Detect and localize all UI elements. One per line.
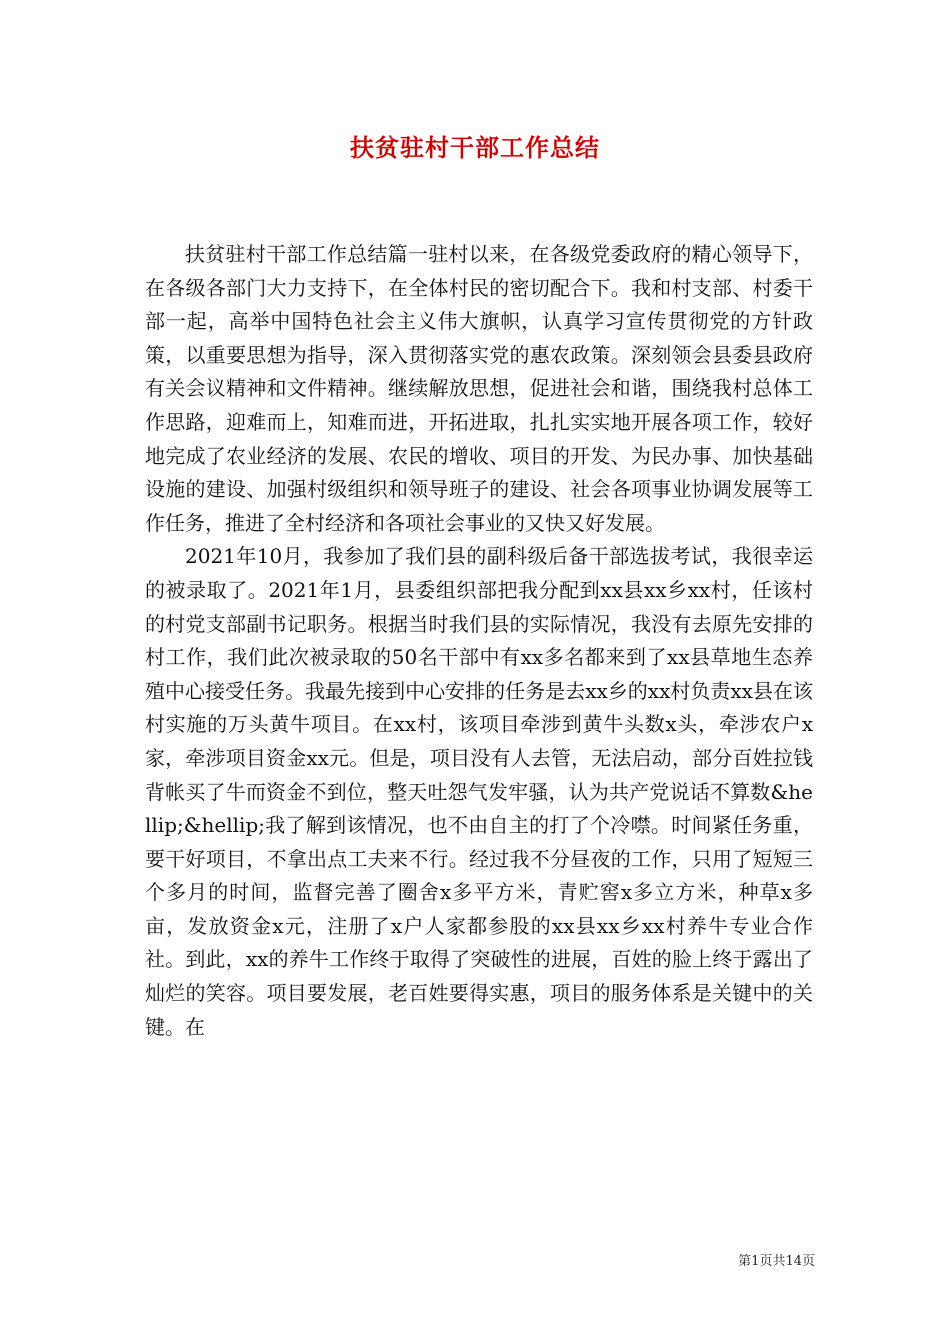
document-body (145, 238, 813, 1044)
paragraph-1: 扶贫驻村干部工作总结篇一驻村以来，在各级党委政府的精心领导下，在各级各部门大力支持下，在全体村民的密切配合下。我和村支部、村委干部一起，高举中国特色社会主义伟大旗帜，认真学习宣传贯彻党的方针政策，以重要思想为指导，深入贯彻落实党的惠农政策。深刻领会县委县政府有关会议精神和文件精神。继续解放思想，促进社会和谐，围绕我村总体工作思路，迎难而上，知难而进，开拓进取，扎扎实实地开展各项工作，较好地完成了农业经济的发展、农民的增收、项目的开发、为民办事、加快基础设施的建设、加强村级组织和领导班子的建设、社会各项事业协调发展等工作任务，推进了全村经济和各项社会事业的又快又好发展。 (145, 242, 813, 535)
paragraph-2: 2021年10月，我参加了我们县的副科级后备干部选拔考试，我很幸运的被录取了。2021年1月，县委组织部把我分配到xx县xx乡xx村，任该村的村党支部副书记职务。根据当时我们县的实际情况，我没有去原先安排的村工作，我们此次被录取的50名干部中有xx多名都来到了xx县草地生态养殖中心接受任务。我最先接到中心安排的任务是去xx乡的xx村负责xx县在该村实施的万头黄牛项目。在xx村，该项目牵涉到黄牛头数x头，牵涉农户x家，牵涉项目资金xx元。但是，项目没有人去管，无法启动，部分百姓拉钱背帐买了牛而资金不到位，整天吐怨气发牢骚，认为共产党说话不算数&hellip;&hellip;我了解到该情况，也不由自主的打了个冷噤。时间紧任务重，要干好项目，不拿出点工夫来不行。经过我不分昼夜的工作，只用了短短三个多月的时间，监督完善了圈舍x多平方米，青贮窖x多立方米，种草x多亩，发放资金x元，注册了x户人家都参股的xx县xx乡xx村养牛专业合作社。到此，xx的养牛工作终于取得了突破性的进展，百姓的脸上终于露出了灿烂的笑容。项目要发展，老百姓要得实惠，项目的服务体系是关键中的关键。在 (145, 544, 813, 1039)
page-number: 第1页共14页 (738, 1254, 815, 1269)
document-title: 扶贫驻村干部工作总结 (350, 133, 600, 162)
